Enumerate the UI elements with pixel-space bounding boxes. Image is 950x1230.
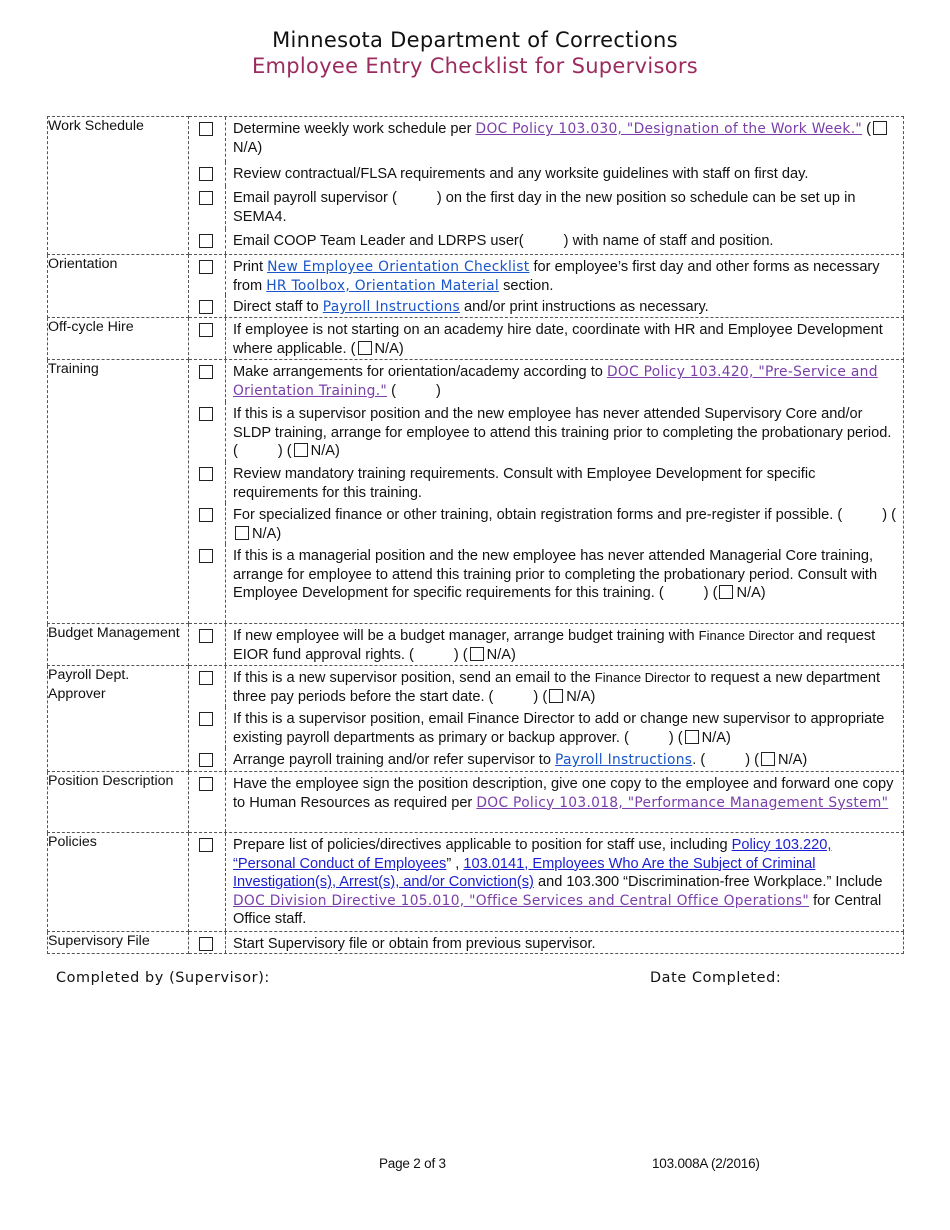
category-label: Payroll Dept. Approver xyxy=(48,666,189,772)
directive-link[interactable]: DOC Division Directive 105.010, "Office Services and Central Office Operations" xyxy=(233,892,810,909)
checkbox[interactable] xyxy=(199,753,213,767)
checklist-item: Email COOP Team Leader and LDRPS user( ) with name of staff and position. xyxy=(233,233,774,249)
checklist-item: Direct staff to Payroll Instructions and/or print instructions as necessary. xyxy=(233,299,709,315)
row-policies xyxy=(48,833,904,932)
orientation-checklist-link[interactable]: New Employee Orientation Checklist xyxy=(267,259,530,275)
na-checkbox[interactable] xyxy=(470,647,484,661)
checkbox[interactable] xyxy=(199,191,213,205)
checklist-item: If employee is not starting on an academy hire date, coordinate with HR and Employee Development where applicable. ( N/A) xyxy=(233,322,883,357)
na-checkbox[interactable] xyxy=(873,121,887,135)
checklist-item: Have the employee sign the position description, give one copy to the employee and forward one copy to Human Resources as required per DOC Policy 103.018, "Performance Management System" xyxy=(233,776,894,811)
completed-by-label: Completed by (Supervisor): xyxy=(56,970,270,986)
policy-link[interactable]: Policy 103.220, “Personal Conduct of Employees xyxy=(233,837,832,872)
row-work-schedule xyxy=(48,117,904,255)
checklist-item: Determine weekly work schedule per DOC Policy 103.030, "Designation of the Work Week." (N/A) xyxy=(226,117,903,162)
checklist-item: Print New Employee Orientation Checklist for employee’s first day and other forms as necessary from HR Toolbox, Orientation Material section. xyxy=(233,259,880,294)
checkbox[interactable] xyxy=(199,122,213,136)
checkbox[interactable] xyxy=(199,671,213,685)
checkbox[interactable] xyxy=(199,234,213,248)
row-orientation xyxy=(48,255,904,318)
checkbox[interactable] xyxy=(199,508,213,522)
category-label: Training xyxy=(48,360,189,624)
na-checkbox[interactable] xyxy=(685,730,699,744)
policy-link[interactable]: DOC Policy 103.018, "Performance Management System" xyxy=(476,794,889,811)
checklist-item: Prepare list of policies/directives applicable to position for staff use, including Policy 103.220, “Personal Conduct of Employees” , 103.0141, Employees Who Are the Subject of Criminal Investigation(s), Arrest(s), and/or Conviction(s) and 103.300 “Discrimination-free Workplace.” Include DOC Division Directive 105.010, "Office Services and Central Office Operations" for Central Office staff. xyxy=(233,837,883,927)
na-checkbox[interactable] xyxy=(358,341,372,355)
checklist-item: Review mandatory training requirements. Consult with Employee Development for specific requirements for this training. xyxy=(233,466,816,501)
checkbox[interactable] xyxy=(199,629,213,643)
category-label: Off-cycle Hire xyxy=(48,318,189,360)
category-label: Work Schedule xyxy=(48,117,189,255)
checkbox[interactable] xyxy=(199,407,213,421)
checkbox[interactable] xyxy=(199,300,213,314)
checklist-item: If new employee will be a budget manager, arrange budget training with Finance Director and request EIOR fund approval rights. ( ) ( N/A) xyxy=(233,628,876,663)
checkbox[interactable] xyxy=(199,167,213,181)
na-checkbox[interactable] xyxy=(761,752,775,766)
na-checkbox[interactable] xyxy=(549,689,563,703)
checklist-item: If this is a supervisor position and the new employee has never attended Supervisory Core and/or SLDP training, arrange for employee to attend this training prior to completing the probationary period. ( ) ( N/A) xyxy=(233,406,892,459)
checklist-item: If this is a managerial position and the new employee has never attended Managerial Core training, arrange for employee to attend this training prior to completing the probationary period. Consult with Employee Development for specific requirements for this training. ( ) ( N/A) xyxy=(233,548,878,601)
checklist-item: If this is a supervisor position, email Finance Director to add or change new supervisor to appropriate existing payroll departments as primary or backup approver. ( ) ( N/A) xyxy=(233,711,885,746)
hr-toolbox-link[interactable]: HR Toolbox, Orientation Material xyxy=(266,277,500,294)
payroll-instructions-link[interactable]: Payroll Instructions xyxy=(322,299,460,315)
checklist-item: Email payroll supervisor ( ) on the first day in the new position so schedule can be set up in SEMA4. xyxy=(233,190,856,225)
na-checkbox[interactable] xyxy=(294,443,308,457)
row-off-cycle-hire xyxy=(48,318,904,360)
category-label: Policies xyxy=(48,833,189,932)
document-subtitle: Employee Entry Checklist for Supervisors xyxy=(251,54,699,78)
checkbox[interactable] xyxy=(199,467,213,481)
payroll-instructions-link[interactable]: Payroll Instructions xyxy=(555,752,693,768)
checkbox[interactable] xyxy=(199,365,213,379)
policy-link[interactable]: DOC Policy 103.420, "Pre-Service and Orientation Training." xyxy=(233,364,878,399)
checkbox[interactable] xyxy=(199,838,213,852)
checkbox[interactable] xyxy=(199,937,213,951)
row-position-description xyxy=(48,772,904,833)
row-training xyxy=(48,360,904,624)
category-label: Orientation xyxy=(48,255,189,318)
category-label: Supervisory File xyxy=(48,932,189,954)
checklist-table xyxy=(47,116,904,954)
category-label: Budget Management xyxy=(48,624,189,666)
date-completed-label: Date Completed: xyxy=(650,970,782,986)
checklist-item: If this is a new supervisor position, send an email to the Finance Director to request a new department three pay periods before the start date. ( ) ( N/A) xyxy=(233,670,881,705)
na-checkbox[interactable] xyxy=(235,526,249,540)
na-checkbox[interactable] xyxy=(719,585,733,599)
row-budget-management xyxy=(48,624,904,666)
checklist-item: Make arrangements for orientation/academy according to DOC Policy 103.420, "Pre-Service and Orientation Training." ( ) xyxy=(233,364,878,399)
checkbox[interactable] xyxy=(199,712,213,726)
row-payroll-dept-approver xyxy=(48,666,904,772)
checkbox[interactable] xyxy=(199,777,213,791)
checkbox[interactable] xyxy=(199,260,213,274)
category-label: Position Description xyxy=(48,772,189,833)
policy-link[interactable]: DOC Policy 103.030, "Designation of the Work Week." xyxy=(475,121,863,137)
page-number: Page 2 of 3 xyxy=(379,1156,446,1171)
row-supervisory-file xyxy=(48,932,904,954)
checklist-item: Review contractual/FLSA requirements and any worksite guidelines with staff on first day. xyxy=(233,166,809,182)
checkbox[interactable] xyxy=(199,323,213,337)
checklist-item: For specialized finance or other training, obtain registration forms and pre-register if possible. ( ) (N/A) xyxy=(233,507,896,542)
policy-link[interactable]: 103.0141, Employees Who Are the Subject of Criminal Investigation(s), Arrest(s), and/or Conviction(s) xyxy=(233,855,816,890)
checklist-item: Arrange payroll training and/or refer supervisor to Payroll Instructions. ( ) ( N/A) xyxy=(233,752,808,768)
checkbox[interactable] xyxy=(199,549,213,563)
checklist-item: Start Supervisory file or obtain from previous supervisor. xyxy=(233,936,596,952)
form-id: 103.008A (2/2016) xyxy=(652,1156,760,1171)
document-title: Minnesota Department of Corrections xyxy=(272,28,678,52)
